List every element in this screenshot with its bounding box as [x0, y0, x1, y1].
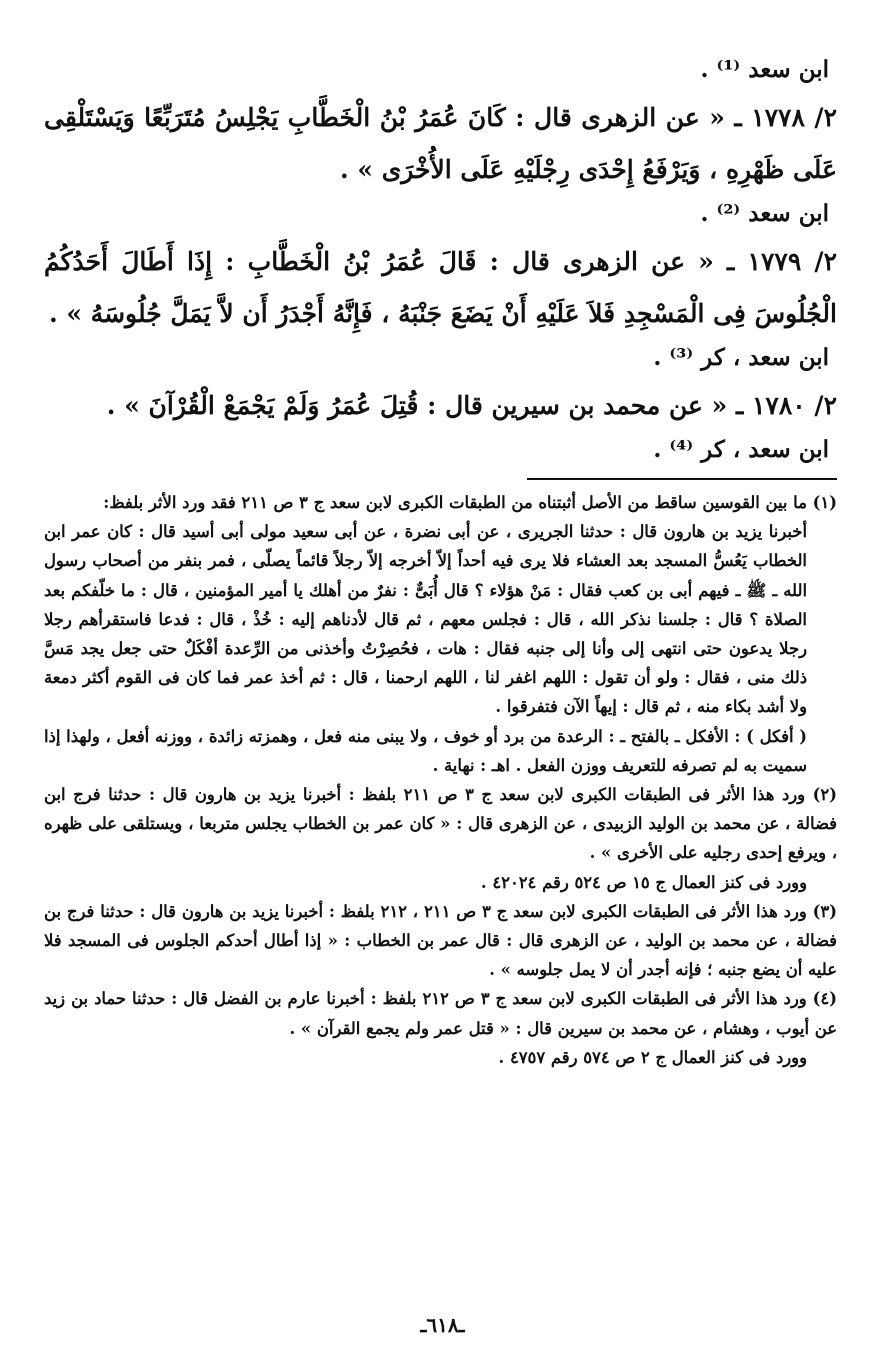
footnotes — [44, 488, 837, 1072]
source-line: ابن سعد ، كر ⁽⁴⁾ . — [653, 436, 829, 463]
hadith-1779: ٢/ ١٧٧٩ ـ « عن الزهرى قال : قَالَ عُمَرُ بْنُ الْخَطَّابِ : إِذَا أَطَالَ أَحَدُكُمُ الْجُلُوسَ فِى الْمَسْجِدِ فَلاَ عَلَيْهِ أَنْ يَضَعَ جَنْبَهُ ، فَإِنَّهُ أَجْدَرُ أَن لاَّ يَمَلَّ جُلُوسَهُ » . — [44, 247, 838, 328]
footnote-line: ( أفكل ) : الأفكل ـ بالفتح ـ : الرعدة من برد أو خوف ، ولا يبنى منه فعل ، وهمزته زائدة ، ووزنه أفعل ، ولهذا إذا سميت به لم تصرفه للتعريف ووزن الفعل . اهـ : نهاية . — [44, 726, 807, 775]
source-line: ابن سعد ⁽¹⁾ . — [700, 56, 829, 83]
footnote-line: (٤) ورد هذا الأثر فى الطبقات الكبرى لابن سعد ج ٣ ص ٢١٢ بلفظ : أخبرنا عارم بن الفضل قال : حدثنا حماد بن زيد عن أيوب ، وهشام ، عن محمد بن سيرين قال : « قتل عمر ولم يجمع القرآن » . — [44, 989, 837, 1038]
footnote-2 — [44, 780, 837, 897]
hadith-1780: ٢/ ١٧٨٠ ـ « عن محمد بن سيرين قال : قُتِلَ عُمَرُ وَلَمْ يَجْمَعْ الْقُرْآنَ » . — [106, 391, 837, 420]
footnote-line: (٣) ورد هذا الأثر فى الطبقات الكبرى لابن سعد ج ٣ ص ٢١١ ، ٢١٢ بلفظ : أخبرنا يزيد بن هارون قال : حدثنا فرج بن فضالة ، عن محمد بن الوليد ، عن الزهرى قال : قال عمر بن الخطاب : « إذا أطال أحدكم الجلوس فى المسجد فلا عليه أن يضع جنبه ؛ فإنه أجدر أن لا يمل جلوسه » . — [44, 901, 837, 980]
footnote-divider — [527, 478, 837, 480]
page-number: ـ٦١٨ـ — [420, 1313, 465, 1337]
footnote-4 — [44, 984, 837, 1072]
footnote-line: وورد فى كنز العمال ج ١٥ ص ٥٢٤ رقم ٤٢٠٢٤ . — [480, 872, 807, 892]
footnote-line: (١) ما بين القوسين ساقط من الأصل أثبتناه من الطبقات الكبرى لابن سعد ج ٣ ص ٢١١ فقد ورد الأثر بلفظ: — [103, 493, 837, 512]
footnote-3 — [44, 897, 837, 985]
hadith-1778: ٢/ ١٧٧٨ ـ « عن الزهرى قال : كَانَ عُمَرُ بْنُ الْخَطَّابِ يَجْلِسُ مُتَرَبِّعًا وَيَسْتَلْقِى عَلَى ظَهْرِهِ ، وَيَرْفَعُ إِحْدَى رِجْلَيْهِ عَلَى الأُخْرَى » . — [44, 103, 837, 184]
footnote-1 — [44, 488, 837, 780]
footnote-line: (٢) ورد هذا الأثر فى الطبقات الكبرى لابن سعد ج ٣ ص ٢١١ بلفظ : أخبرنا يزيد بن هارون قال : حدثنا فرج ابن فضالة ، عن محمد بن الوليد الزبيدى ، عن الزهرى قال : « كان عمر بن الخطاب يجلس متربعا ، ويستلقى على ظهره ، ويرفع إحدى رجليه على الأخرى » . — [44, 785, 837, 863]
footnote-line: وورد فى كنز العمال ج ٢ ص ٥٧٤ رقم ٤٧٥٧ . — [498, 1047, 807, 1067]
source-line: ابن سعد ⁽²⁾ . — [700, 200, 829, 227]
main-text — [44, 52, 837, 468]
footnote-line: أخبرنا يزيد بن هارون قال : حدثنا الجريرى ، عن أبى نضرة ، عن أبى سعيد مولى أبى أسيد قال : كان عمر ابن الخطاب يَعُسُّ المسجد بعد العشاء فلا يرى فيه أحداً إلاّ أخرجه إلاّ رجلاً قائماً يصلّى ، فمر بنفر من أصحاب رسول الله ـ ﷺ ـ فيهم أبى بن كعب فقال : مَنْ هؤلاء ؟ قال أُبَىٌّ : نفرٌ من أهلك يا أمير المؤمنين ، قال : ما خلّفكم بعد الصلاة ؟ قال : جلسنا نذكر الله ، قال : فجلس معهم ، ثم قال لأدناهم إليه : خُذْ ، قال : فدعا فاستقرأهم رجلا رجلا يدعون حتى انتهى إلى وأنا إلى جنبه فقال : هات ، فحُصِرْتُ وأخذنى من الرِّعدة أفْكَلٌ حتى جعل يجد مَسَّ ذلك منى ، فقال : ولو أن تقول : اللهم اغفر لنا ، اللهم ارحمنا ، قال : ثم أخذ عمر فما كان فى القوم أكثر دمعة ولا أشد بكاء منه ، ثم قال : إيهاً الآن فتفرقوا . — [44, 522, 807, 717]
source-line: ابن سعد ، كر ⁽³⁾ . — [653, 344, 829, 371]
